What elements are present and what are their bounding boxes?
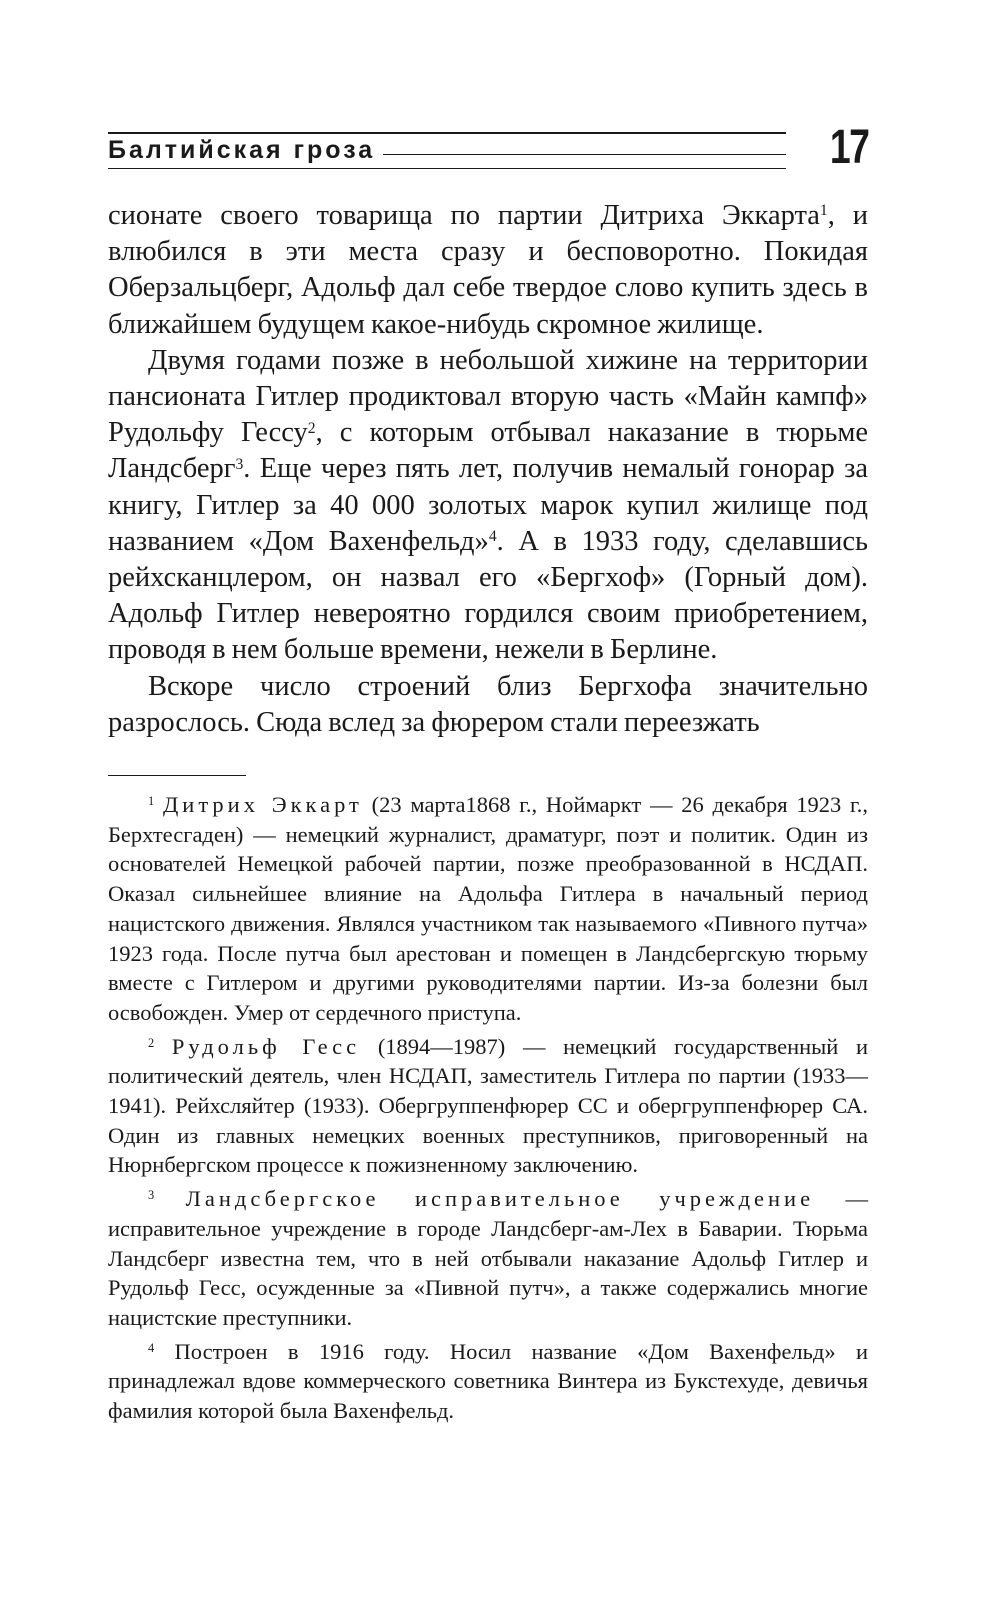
header-rule-bottom bbox=[108, 168, 786, 169]
paragraph-2 bbox=[108, 343, 868, 669]
header-rule-top bbox=[108, 132, 786, 134]
footnote-ref-2[interactable]: 2 bbox=[307, 419, 316, 437]
paragraph-1 bbox=[108, 198, 868, 343]
book-title: Балтийская гроза bbox=[108, 136, 383, 165]
footnote-number: 3 bbox=[148, 1188, 155, 1203]
footnote-text: (1894—1987) — немецкий государственный и политический деятель, член НСДАП, заместитель Гитлера по партии (1933—1941). Рейхсляйтер (1933). Обергруппенфюрер СС и обергруппенфюрер СА. Один из главных немецких военных преступников, приговоренный на Нюрнбергском процессе к пожизненному заключению. bbox=[108, 1033, 869, 1178]
page-number: 17 bbox=[829, 121, 868, 174]
footnotes bbox=[108, 790, 868, 1426]
footnote-ref-3[interactable]: 3 bbox=[235, 455, 244, 473]
running-header bbox=[108, 121, 868, 186]
footnote-number: 2 bbox=[148, 1035, 155, 1050]
text: , с которым отбывал наказание в тюрьме Ландсберг bbox=[108, 417, 869, 485]
footnote-term: Дитрих Эккарт bbox=[162, 792, 363, 817]
footnote-2 bbox=[108, 1032, 868, 1181]
footnote-text: Построен в 1916 году. Носил название «Дом Вахенфельд» и принадлежал вдове коммерческого советника Винтера из Букстехуде, девичья фамилия которой была Вахенфельд. bbox=[108, 1338, 869, 1424]
footnote-1 bbox=[108, 790, 868, 1028]
footnote-text: — исправительное учреждение в городе Ландсберг-ам-Лех в Баварии. Тюрьма Ландсберг известна тем, что в ней отбывали наказание Адольф Гитлер и Рудольф Гесс, осужденные за «Пивной путч», а также содержались многие нацистские преступники. bbox=[108, 1186, 869, 1330]
footnote-number: 1 bbox=[148, 794, 155, 809]
footnote-ref-4[interactable]: 4 bbox=[488, 528, 497, 546]
paragraph-3: Вскоре число строений близ Бергхофа значительно разрослось. Сюда вслед за фюрером стали переезжать bbox=[108, 670, 868, 738]
footnote-4 bbox=[108, 1337, 868, 1426]
footnote-separator bbox=[108, 775, 246, 776]
text: сионате своего товарища по партии Дитриха Эккарта bbox=[108, 200, 820, 231]
main-text bbox=[108, 198, 868, 741]
footnote-ref-1[interactable]: 1 bbox=[819, 202, 828, 220]
text: Двумя годами позже в небольшой хижине на территории пансионата Гитлер продиктовал вторую часть «Майн кампф» Рудольфу Гессу bbox=[108, 344, 868, 449]
footnote-number: 4 bbox=[148, 1340, 155, 1355]
text: . А в 1933 году, сделавшись рейхсканцлером, он назвал его «Бергхоф» (Горный дом). Адольф Гитлер невероятно гордился своим приобретением, проводя в нем больше времени, нежели в Берлине. bbox=[108, 525, 868, 666]
text: . Еще через пять лет, получив немалый гонорар за книгу, Гитлер за 40 000 золотых марок купил жилище под названием «Дом Вахенфельд» bbox=[108, 453, 868, 557]
footnote-text: (23 марта1868 г., Ноймаркт — 26 декабря 1923 г., Берхтесгаден) — немецкий журналист, драматург, поэт и политик. Один из основателей Немецкой рабочей партии, позже преобразованной в НСДАП. Оказал сильнейшее влияние на Адольфа Гитлера в начальный период нацистского движения. Являлся участником так называемого «Пивного путча» 1923 года. После путча был арестован и помещен в Ландсбергскую тюрьму вместе с Гитлером и другими руководителями партии. Из-за болезни был освобожден. Умер от сердечного приступа. bbox=[108, 792, 868, 1025]
footnote-3 bbox=[108, 1184, 868, 1333]
footnote-term: Рудольф Гесс bbox=[171, 1033, 361, 1059]
text: , и влюбился в эти места сразу и бесповоротно. Покидая Оберзальцберг, Адольф дал себе твердое слово купить здесь в ближайшем будущем какое-нибудь скромное жилище. bbox=[108, 200, 868, 340]
footnote-term: Ландсбергское исправительное учреждение bbox=[185, 1186, 815, 1212]
